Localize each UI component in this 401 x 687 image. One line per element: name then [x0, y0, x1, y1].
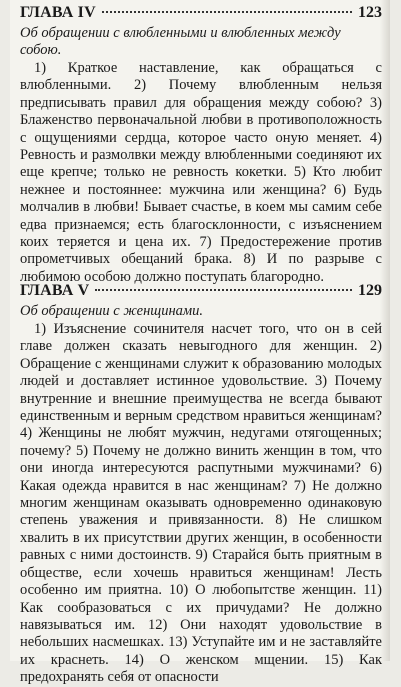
- chapter-4-heading-row: [20, 4, 382, 24]
- chapter-5-contents: 1) Изъяснение сочинителя насчет того, что он в сей главе должен сказать невыгодного для женщин. 2) Обращение с женщинами служит к образованию молодых людей и доставляет истинное удовольствие. 3) Почему внутренние и внешние преимущества не всегда бывают единственным и верным средством нравиться женщинам? 4) Женщины не любят мужчин, недугами отягощенных; почему? 5) Почему не должно винить женщин в том, что они иногда интересуются распутными мужчинами? 6) Какая одежда нравится в нас женщинам? 7) Не должно многим женщинам оказывать одновременно одинаковую степень уважения и привязанности. 8) Не слишком хвалить в их присутствии других женщин, в особенности равных с ними достоинств. 9) Старайся быть приятным в обществе, если хочешь нравиться женщинам! Лесть особенно им приятна. 10) О любопытстве женщин. 11) Как сообразоваться с их причудами? Не должно навязываться им. 12) Они находят удовольствие в небольших насмешках. 13) Уступайте им и не заставляйте их краснеть. 14) О женском мщении. 15) Как предохранять себя от опасности: [20, 321, 382, 686]
- dot-leader: [95, 289, 352, 291]
- chapter-5-title: ГЛАВА V: [20, 282, 90, 299]
- chapter-5-heading-row: [20, 282, 382, 302]
- chapter-4-section: [20, 4, 382, 286]
- chapter-5-subtitle: Об обращении с женщинами.: [20, 303, 204, 319]
- dot-leader: [102, 11, 352, 13]
- chapter-5-page-number: 129: [358, 282, 382, 299]
- chapter-4-subtitle: Об обращении с влюбленными и влюбленных между собою.: [20, 25, 341, 58]
- chapter-4-contents: 1) Краткое наставление, как обращаться с влюбленными. 2) Почему влюбленным нельзя предписывать правил для обращения между собою? 3) Блаженство первоначальной любви в противоположность с ощущениями сердца, которое часто оную меняет. 4) Ревность и размолвки между влюбленными соединяют их еще крепче; только не ревность кокетки. 5) Кто любит нежнее и постояннее: мужчина или женщина? 6) Будь молчалив в любви! Бывает счастье, в коем мы самим себе едва признаемся; есть благосклонности, с изъяснением коих теряется и цена их. 7) Предостережение против опрометчивых обещаний брака. 8) И по разрыве с любимою особою должно поступать благородно.: [20, 60, 382, 285]
- chapter-4-title: ГЛАВА IV: [20, 4, 96, 21]
- chapter-5-section: [20, 282, 382, 687]
- chapter-4-page-number: 123: [358, 4, 382, 21]
